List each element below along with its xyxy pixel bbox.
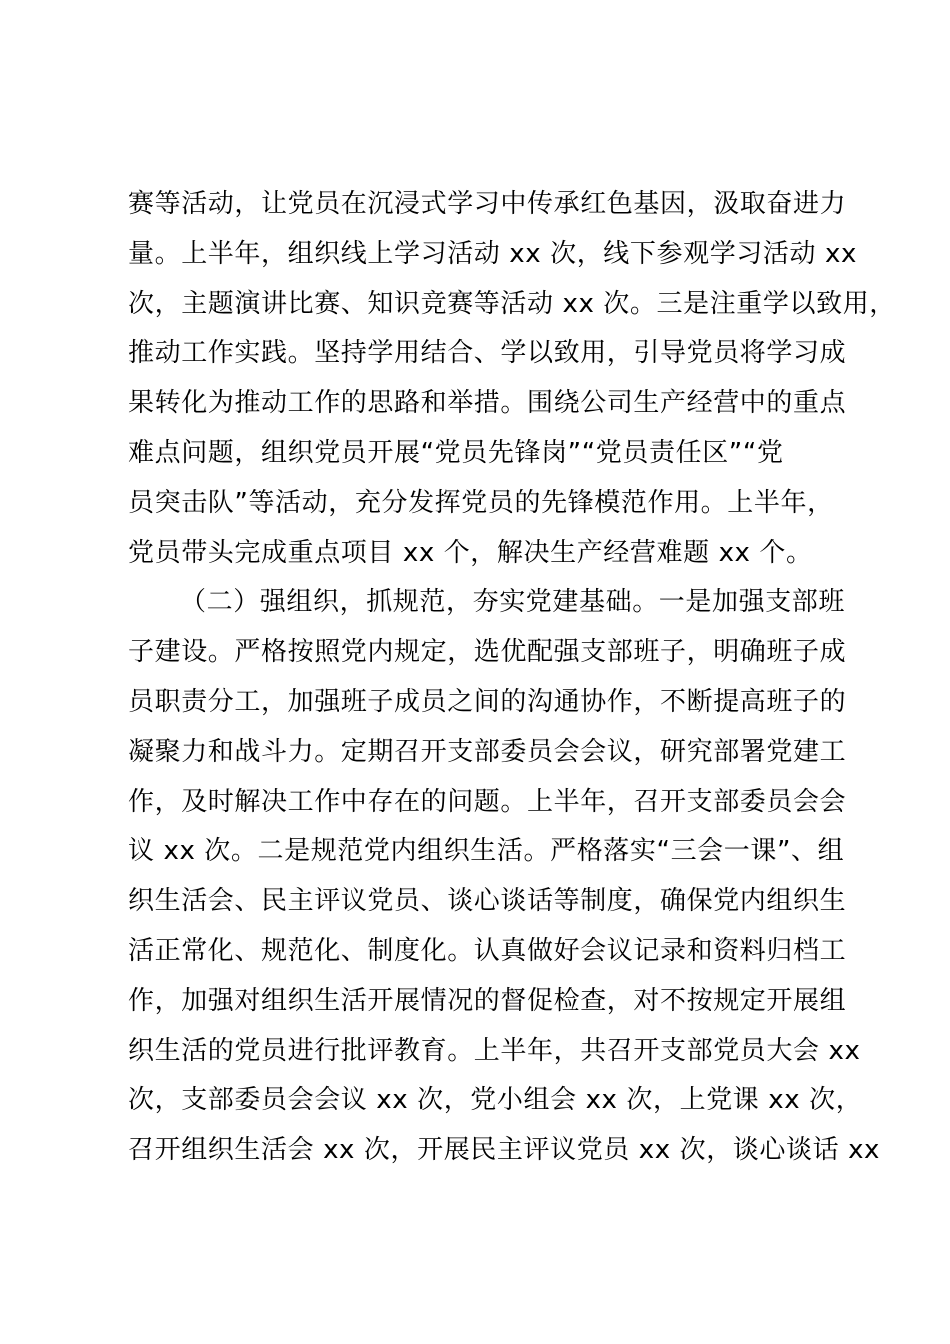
text-line: 活正常化、规范化、制度化。认真做好会议记录和资料归档工	[128, 935, 847, 966]
text-line: 赛等活动，让党员在沉浸式学习中传承红色基因，汲取奋进力	[128, 189, 847, 219]
text-line: 党员带头完成重点项目 xx 个，解决生产经营难题 xx 个。	[128, 537, 813, 568]
text-line: 召开组织生活会 xx 次，开展民主评议党员 xx 次，谈心谈话 xx	[128, 1135, 881, 1166]
text-line: 员职责分工，加强班子成员之间的沟通协作，不断提高班子的	[128, 686, 847, 717]
text-line: 难点问题，组织党员开展“党员先锋岗”“党员责任区”“党	[128, 437, 784, 468]
section-heading-line: （二）强组织，抓规范，夯实党建基础。一是加强支部班	[180, 587, 846, 618]
text-line: 凝聚力和战斗力。定期召开支部委员会会议，研究部署党建工	[128, 736, 847, 767]
text-line: 织生活会、民主评议党员、谈心谈话等制度，确保党内组织生	[128, 886, 847, 917]
text-line: 子建设。严格按照党内规定，选优配强支部班子，明确班子成	[128, 637, 847, 668]
text-line: 织生活的党员进行批评教育。上半年，共召开支部党员大会 xx	[128, 1035, 861, 1066]
text-line: 次，主题演讲比赛、知识竞赛等活动 xx 次。三是注重学以致用，	[128, 288, 896, 319]
text-line: 次，支部委员会会议 xx 次，党小组会 xx 次，上党课 xx 次，	[128, 1085, 863, 1116]
text-line: 量。上半年，组织线上学习活动 xx 次，线下参观学习活动 xx	[128, 238, 857, 269]
text-line: 员突击队”等活动，充分发挥党员的先锋模范作用。上半年，	[128, 487, 834, 518]
text-line: 作，加强对组织生活开展情况的督促检查，对不按规定开展组	[128, 985, 847, 1016]
text-line: 推动工作实践。坚持学用结合、学以致用，引导党员将学习成	[128, 338, 847, 369]
text-line: 果转化为推动工作的思路和举措。围绕公司生产经营中的重点	[128, 388, 847, 419]
body-text	[128, 180, 896, 1176]
text-line: 议 xx 次。二是规范党内组织生活。严格落实“三会一课”、组	[128, 836, 845, 867]
text-line: 作，及时解决工作中存在的问题。上半年，召开支部委员会会	[128, 786, 847, 817]
